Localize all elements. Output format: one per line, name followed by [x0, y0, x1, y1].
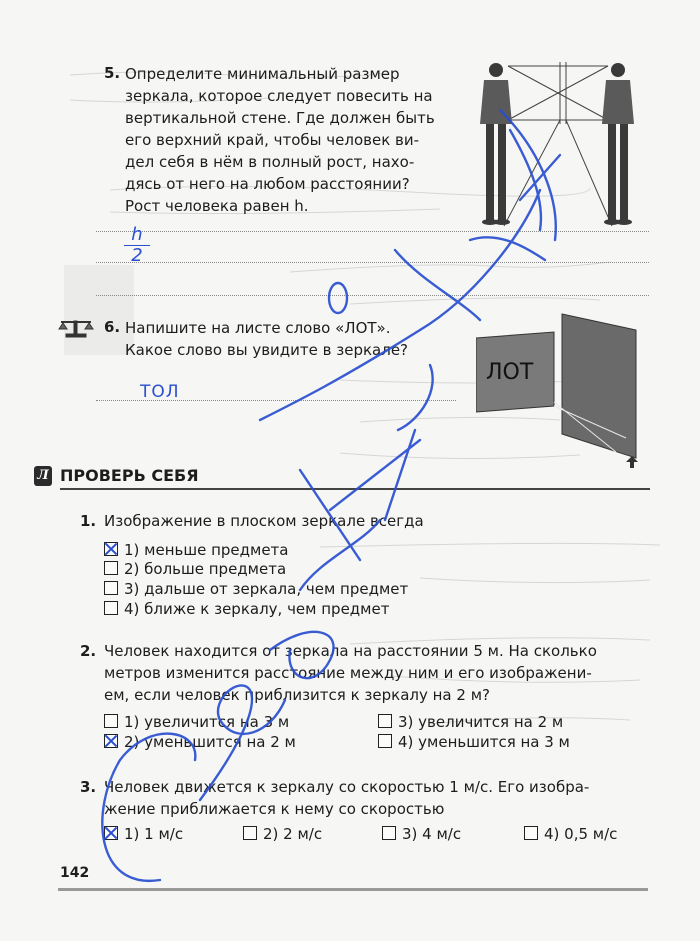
test-1-option-4[interactable]: [104, 599, 389, 619]
handwritten-answer-tol: ТОЛ: [140, 382, 180, 402]
question-5-text: [125, 63, 460, 217]
option-label: 4) 0,5 м/с: [544, 825, 618, 843]
question-6-line: Какое слово вы увидите в зеркале?: [125, 341, 409, 359]
test-2-number: 2.: [80, 642, 97, 660]
question-5-number: 5.: [104, 64, 121, 82]
handwritten-h: h: [131, 224, 143, 245]
mirror-word: ЛОТ: [486, 360, 534, 385]
question-5-line: зеркала, которое следует повесить на: [125, 87, 433, 105]
test-1-option-1[interactable]: [104, 540, 288, 560]
option-label: 1) 1 м/с: [124, 825, 184, 843]
question-6-text: [125, 317, 455, 361]
section-header: [34, 464, 650, 490]
section-divider: [60, 488, 650, 490]
test-2-option-1[interactable]: [104, 712, 289, 732]
bottom-divider: [58, 888, 648, 891]
option-label: 3) увеличится на 2 м: [398, 713, 564, 731]
answer-line[interactable]: [96, 295, 649, 296]
option-label: 4) ближе к зеркалу, чем предмет: [124, 600, 390, 618]
question-5-line: дясь от него на любом расстоянии?: [125, 175, 410, 193]
test-2-line: Человек находится от зеркала на расстоянии 5 м. На сколько: [104, 642, 597, 660]
question-6-number: 6.: [104, 318, 121, 336]
checkbox[interactable]: [104, 601, 118, 615]
answer-line[interactable]: [96, 262, 649, 263]
checkbox[interactable]: [104, 734, 118, 748]
checkbox[interactable]: [104, 826, 118, 840]
test-3-option-4[interactable]: [524, 824, 617, 844]
test-3-option-1[interactable]: [104, 824, 183, 844]
option-label: 1) меньше предмета: [124, 541, 289, 559]
question-5-line: Рост человека равен h.: [125, 197, 309, 215]
test-2-option-3[interactable]: [378, 712, 563, 732]
test-2-line: ем, если человек приблизится к зеркалу на 2 м?: [104, 686, 490, 704]
mirror-word-figure: [476, 302, 648, 472]
test-2-option-4[interactable]: [378, 732, 570, 752]
handwritten-answer-h-over-2: [124, 226, 150, 265]
checkbox[interactable]: [524, 826, 538, 840]
test-3-option-2[interactable]: [243, 824, 322, 844]
test-1-question: Изображение в плоском зеркале всегда: [104, 512, 424, 530]
option-label: 1) увеличится на 3 м: [124, 713, 290, 731]
option-label: 3) 4 м/с: [402, 825, 462, 843]
question-5-line: дел себя в нём в полный рост, нахо-: [125, 153, 415, 171]
page-number: 142: [60, 865, 90, 881]
person-left: [480, 63, 512, 225]
checkbox[interactable]: [382, 826, 396, 840]
test-3-number: 3.: [80, 778, 97, 796]
question-6-line: Напишите на листе слово «ЛОТ».: [125, 319, 391, 337]
test-1-option-3[interactable]: [104, 579, 408, 599]
checkbox[interactable]: [104, 714, 118, 728]
checkbox[interactable]: [104, 561, 118, 575]
section-title: ПРОВЕРЬ СЕБЯ: [60, 466, 199, 485]
option-label: 2) уменьшится на 2 м: [124, 733, 296, 751]
test-3-question: [104, 776, 650, 820]
checkbox[interactable]: [243, 826, 257, 840]
mirror-illustration: [468, 58, 646, 230]
option-label: 4) уменьшится на 3 м: [398, 733, 570, 751]
test-2-line: метров изменится расстояние между ним и его изображени-: [104, 664, 592, 682]
test-3-line: Человек движется к зеркалу со скоростью 1 м/с. Его изобра-: [104, 778, 590, 796]
test-1-option-2[interactable]: [104, 559, 286, 579]
test-2-option-2[interactable]: [104, 732, 296, 752]
checkbox[interactable]: [378, 714, 392, 728]
test-3-option-3[interactable]: [382, 824, 461, 844]
handwritten-2: 2: [131, 245, 143, 266]
test-2-question: [104, 640, 650, 706]
question-5-line: его верхний край, чтобы человек ви-: [125, 131, 420, 149]
person-right: [602, 63, 634, 225]
scales-icon: [58, 318, 94, 338]
checkbox[interactable]: [378, 734, 392, 748]
question-5-line: вертикальной стене. Где должен быть: [125, 109, 435, 127]
test-1-number: 1.: [80, 512, 97, 530]
question-5-line: Определите минимальный размер: [125, 65, 400, 83]
checkbox[interactable]: [104, 542, 118, 556]
checkbox[interactable]: [104, 581, 118, 595]
section-icon: Л: [34, 466, 52, 486]
option-label: 3) дальше от зеркала, чем предмет: [124, 580, 409, 598]
answer-line[interactable]: [96, 231, 649, 232]
test-3-line: жение приближается к нему со скоростью: [104, 800, 445, 818]
option-label: 2) 2 м/с: [263, 825, 323, 843]
option-label: 2) больше предмета: [124, 560, 287, 578]
